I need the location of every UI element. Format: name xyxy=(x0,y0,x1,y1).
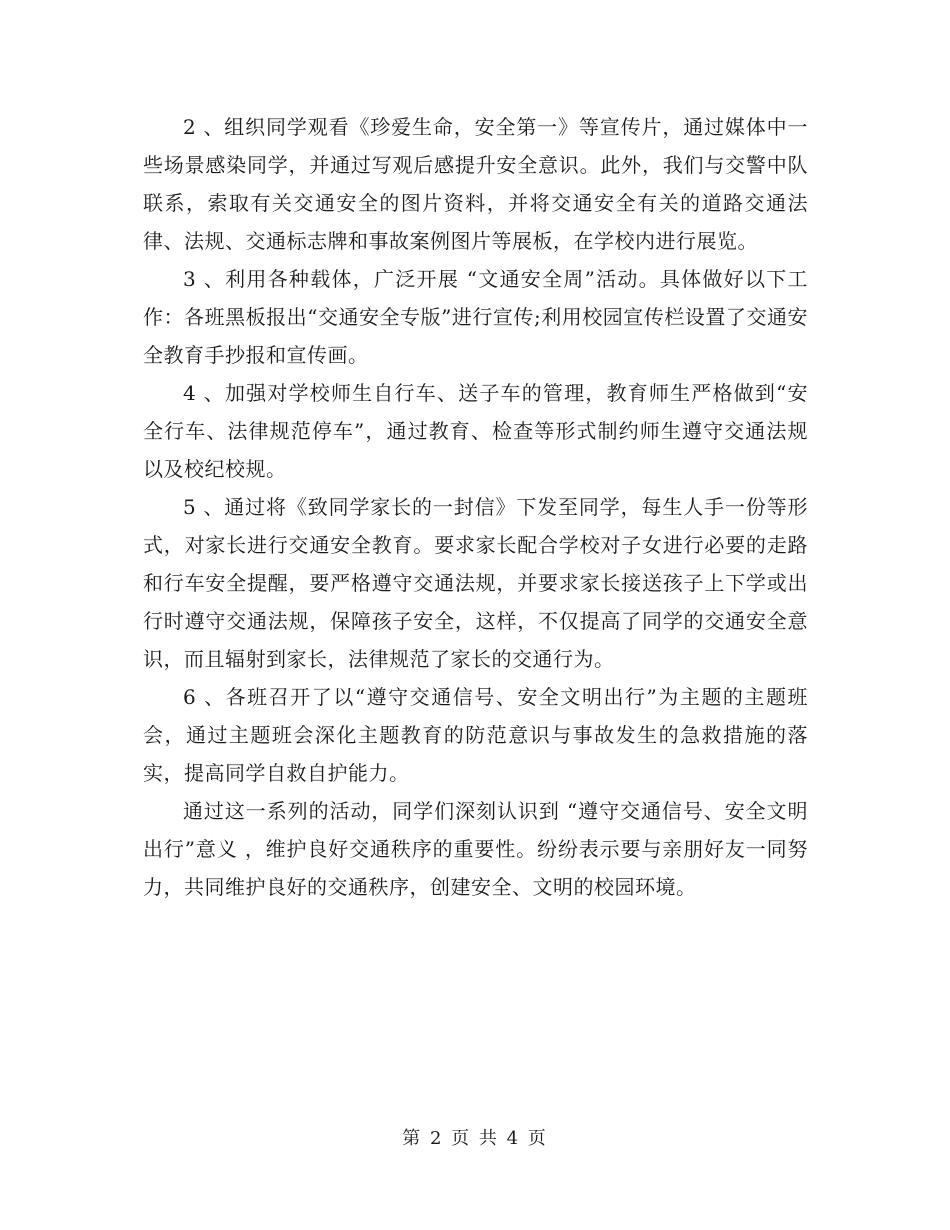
paragraph-conclusion: 通过这一系列的活动，同学们深刻认识到 “遵守交通信号、安全文明出行”意义 ，维护良好交通秩序的重要性。纷纷表示要与亲朋好友一同努力，共同维护良好的交通秩序，创建安全、文明的校园环境。 xyxy=(143,799,808,899)
paragraph-item-4: 4 、加强对学校师生自行车、送子车的管理，教育师生严格做到“安全行车、法律规范停车”，通过教育、检查等形式制约师生遵守交通法规以及校纪校规。 xyxy=(143,381,808,481)
paragraph-item-5: 5 、通过将《致同学家长的一封信》下发至同学，每生人手一份等形式，对家长进行交通安全教育。要求家长配合学校对子女进行必要的走路和行车安全提醒，要严格遵守交通法规，并要求家长接送孩子上下学或出行时遵守交通法规，保障孩子安全，这样，不仅提高了同学的交通安全意识，而且辐射到家长，法律规范了家长的交通行为。 xyxy=(143,495,808,671)
paragraph-item-2: 2 、组织同学观看《珍爱生命，安全第一》等宣传片，通过媒体中一些场景感染同学，并通过写观后感提升安全意识。此外，我们与交警中队联系，索取有关交通安全的图片资料，并将交通安全有关的道路交通法律、法规、交通标志牌和事故案例图片等展板，在学校内进行展览。 xyxy=(143,115,808,253)
paragraph-item-3: 3 、利用各种载体，广泛开展 “文通安全周”活动。具体做好以下工作：各班黑板报出“交通安全专版”进行宣传;利用校园宣传栏设置了交通安全教育手抄报和宣传画。 xyxy=(143,267,808,367)
page-footer: 第 2 页 共 4 页 xyxy=(402,1128,548,1149)
document-body xyxy=(143,108,808,906)
paragraph-item-6: 6 、各班召开了以“遵守交通信号、安全文明出行”为主题的主题班会，通过主题班会深化主题教育的防范意识与事故发生的急救措施的落实，提高同学自救自护能力。 xyxy=(143,685,808,785)
